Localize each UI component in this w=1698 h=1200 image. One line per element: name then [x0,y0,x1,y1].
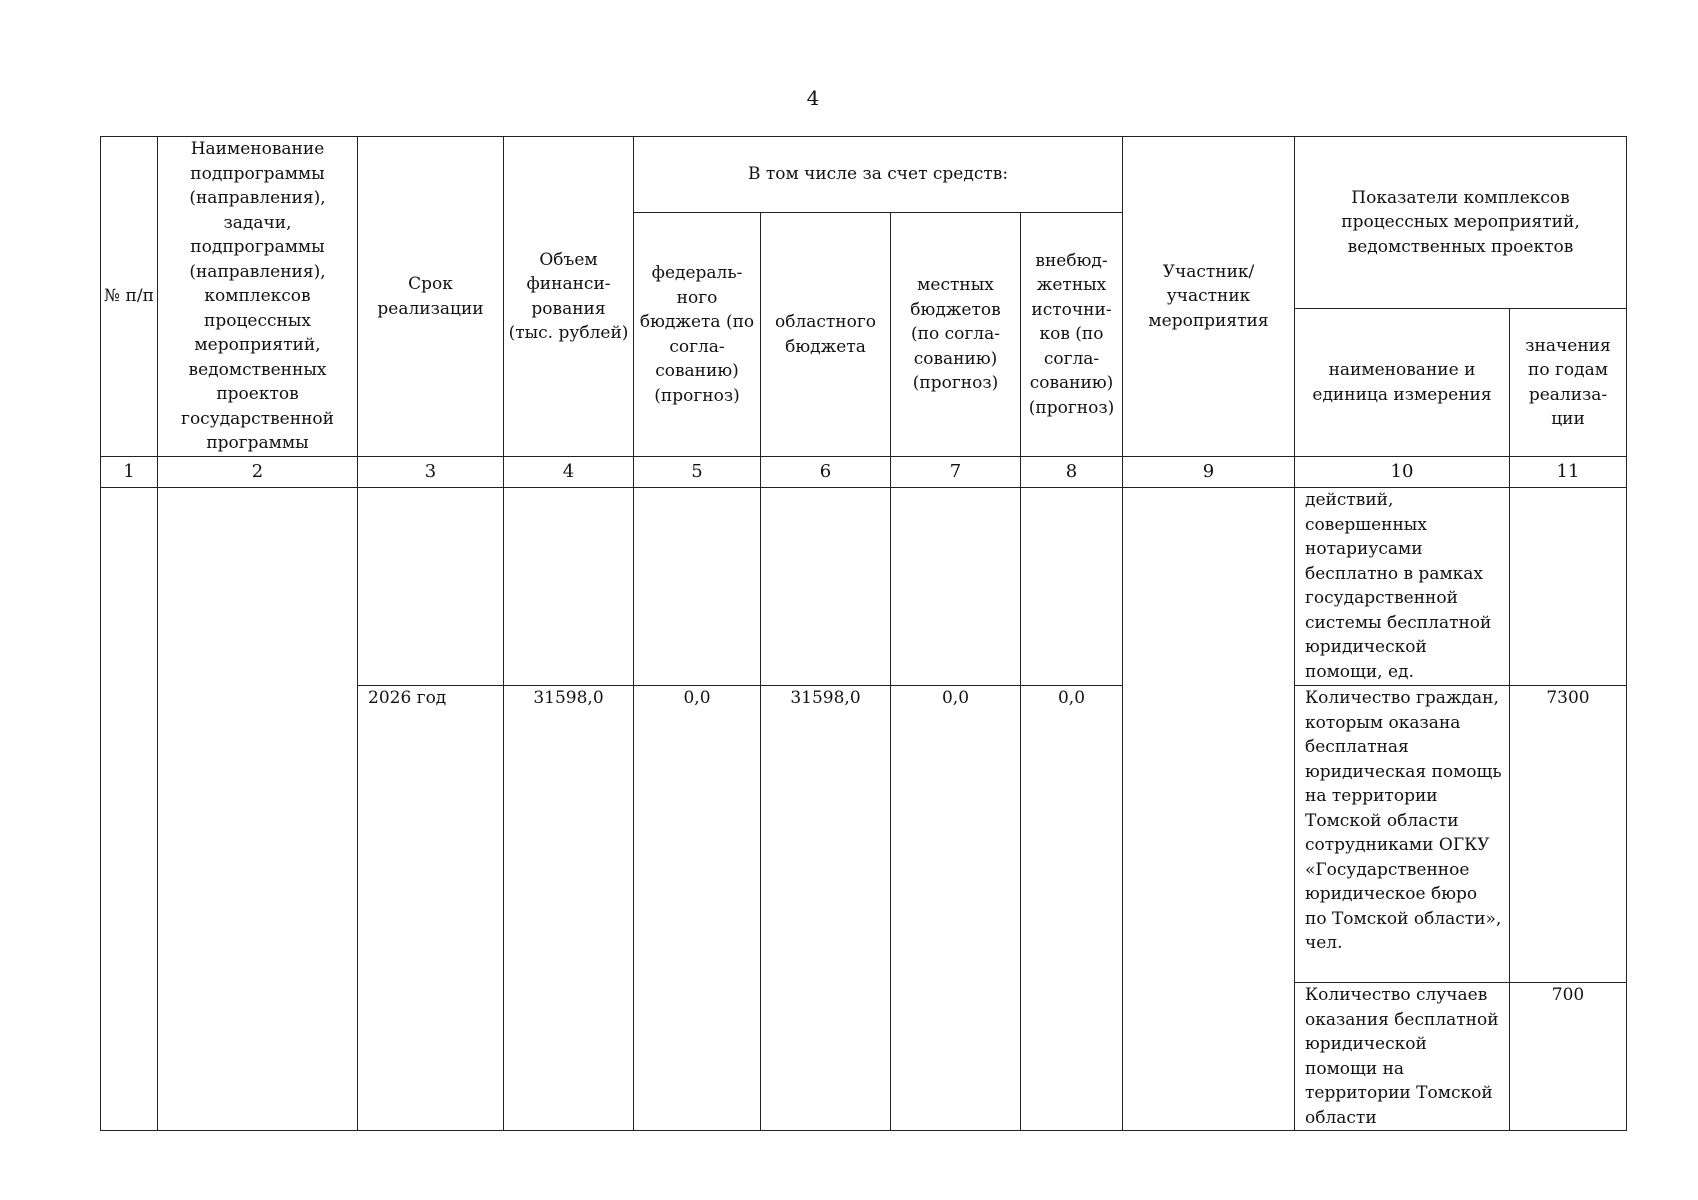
indicator-name: Количество случаев оказания бесплатной юридической помощи на территории Томской области [1295,983,1510,1131]
column-numbers-row [101,457,1627,488]
header-federal-budget: федераль-ного бюджета (по согла-сованию) (прогноз) [634,213,761,457]
row-participant-cell [1123,488,1295,1131]
column-number: 5 [634,457,761,488]
indicator-value: 700 [1510,983,1627,1131]
header-local-budgets: местных бюджетов (по согла-сованию) (прогноз) [891,213,1021,457]
header-indicator-values: значения по годам реализа-ции [1510,309,1627,457]
header-period: Срок реализации [358,137,504,457]
page-number: 4 [806,86,820,110]
column-number: 10 [1295,457,1510,488]
indicator-name: действий, совершенных нотариусами бесплатно в рамках государственной системы бесплатной юридической помощи, ед. [1295,488,1510,686]
column-number: 11 [1510,457,1627,488]
row-federal: 0,0 [634,686,761,1131]
header-program-name: Наименование подпрограммы (направления), задачи, подпрограммы (направления), комплексов процессных мероприятий, ведомственных проектов государственной программы [158,137,358,457]
header-funding-volume: Объем финанси-рования (тыс. рублей) [504,137,634,457]
indicator-value [1510,488,1627,686]
header-indicators-group: Показатели комплексов процессных мероприятий, ведомственных проектов [1295,137,1627,309]
header-extra-budget: внебюд-жетных источни-ков (по согла-сованию) (прогноз) [1021,213,1123,457]
column-number: 4 [504,457,634,488]
table-row [101,488,1627,686]
header-funding-group: В том числе за счет средств: [634,137,1123,213]
row-number-cell [101,488,158,1131]
row-period: 2026 год [358,686,504,1131]
row-total: 31598,0 [504,686,634,1131]
program-table [100,136,1627,1131]
column-number: 2 [158,457,358,488]
header-participant: Участник/ участник мероприятия [1123,137,1295,457]
header-number: № п/п [101,137,158,457]
column-number: 7 [891,457,1021,488]
indicator-name: Количество граждан, которым оказана бесплатная юридическая помощь на территории Томской области сотрудниками ОГКУ «Государственное юридическое бюро по Томской области», чел. [1295,686,1510,983]
header-row-1 [101,137,1627,213]
column-number: 1 [101,457,158,488]
header-regional-budget: областного бюджета [761,213,891,457]
row-local: 0,0 [891,686,1021,1131]
row-total [504,488,634,686]
column-number: 9 [1123,457,1295,488]
column-number: 8 [1021,457,1123,488]
row-extra: 0,0 [1021,686,1123,1131]
column-number: 6 [761,457,891,488]
header-indicator-name: наименование и единица измерения [1295,309,1510,457]
row-extra [1021,488,1123,686]
indicator-value: 7300 [1510,686,1627,983]
row-regional [761,488,891,686]
row-program-name-cell [158,488,358,1131]
row-federal [634,488,761,686]
row-local [891,488,1021,686]
column-number: 3 [358,457,504,488]
row-regional: 31598,0 [761,686,891,1131]
row-period [358,488,504,686]
